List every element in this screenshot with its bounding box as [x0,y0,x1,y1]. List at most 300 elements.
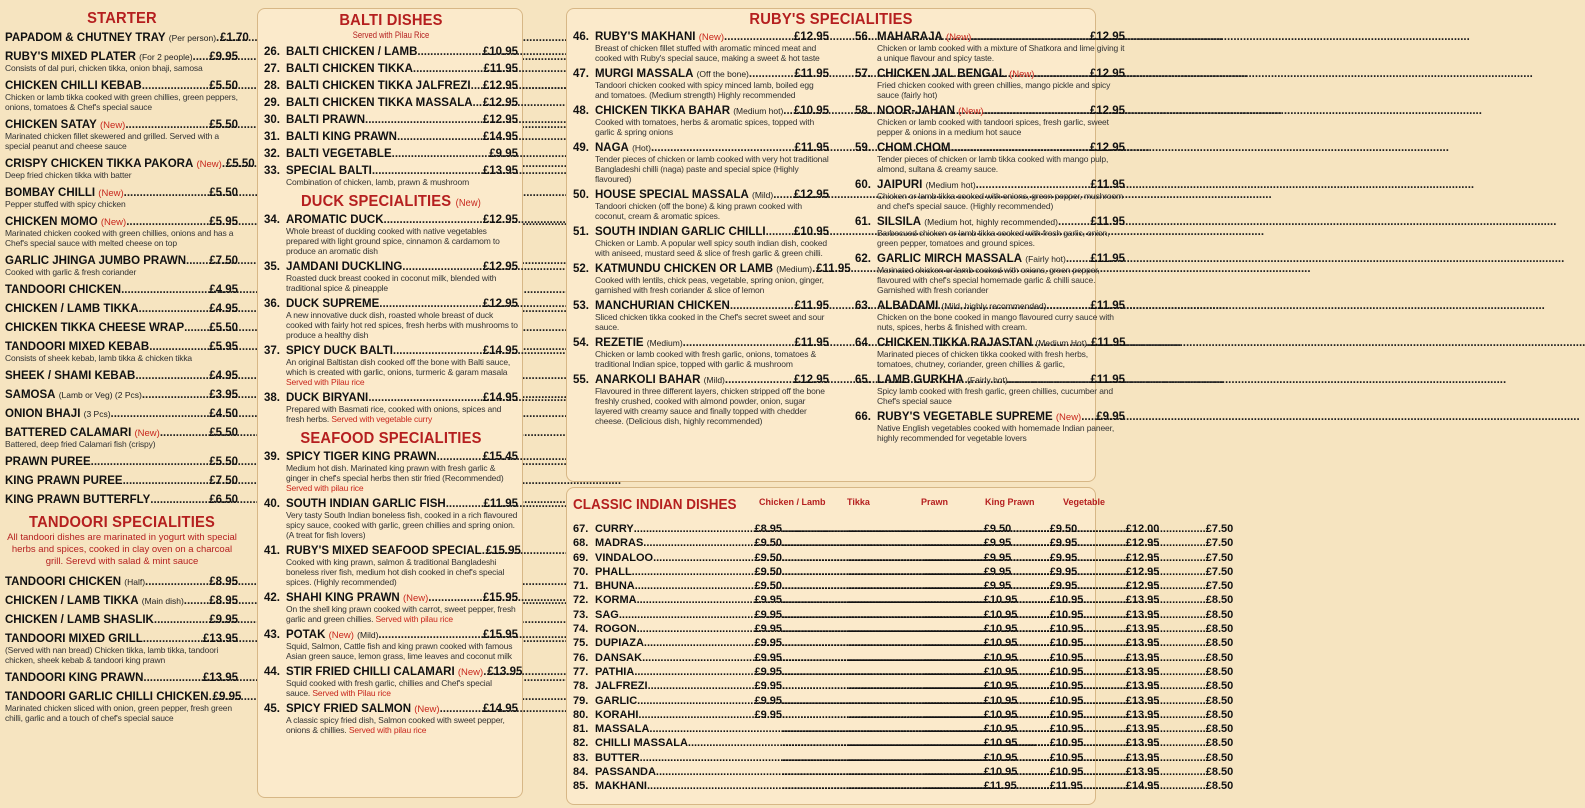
item-price: £15.95 [482,592,518,604]
dot-leader [688,737,782,749]
served-with: Served with vegetable curry [331,414,433,424]
item-name: ROGON [595,623,637,636]
classic-col-king-prawn: King Prawn [985,497,1035,507]
price-vegetable: £8.50 [1205,694,1234,707]
item-note: (Main dish) [141,596,184,606]
dot-leader [634,523,755,535]
price-king-prawn: £12.00 [1125,523,1160,535]
menu-item-line [264,46,518,58]
item-price: £11.95 [816,263,851,275]
dot-leader [637,695,754,707]
item-note: (Mild) [703,375,725,385]
dot-leader [766,226,794,238]
item-number: 35. [264,261,280,273]
item-number: 34. [264,214,280,226]
item-name: PATHIA [595,665,635,678]
price-chicken-lamb: £9.50 [754,551,782,564]
price-tikka: £10.95 [983,665,1018,678]
price-prawn: £9.50 [1049,523,1078,535]
price-chicken-lamb: £9.95 [754,680,782,693]
item-note: (For 2 people) [139,52,193,62]
item-number: 36. [264,298,280,310]
dot-leader [619,609,755,621]
item-description [264,557,518,587]
item-price: £9.95 [209,614,238,626]
price-cell [782,723,1018,736]
item-description-text: Chicken or lamb cooked with fresh garlic, onions, tomatoes & traditional Indian spice, topped with garlic & mushroom [595,349,817,369]
item-number: 82. [573,737,589,750]
item-description [264,678,518,698]
item-price: £10.95 [793,105,829,117]
dot-leader [142,80,209,92]
item-description [5,703,238,723]
price-chicken-lamb: £9.50 [754,565,782,578]
item-name: CRISPY CHICKEN TIKKA PAKORA [5,158,194,170]
new-badge: (New) [946,32,972,43]
price-king-prawn: £13.95 [1125,651,1160,664]
dot-leader [186,255,209,267]
dot-leader [365,114,483,126]
item-price: £15.45 [482,451,518,463]
price-king-prawn: £13.95 [1125,708,1160,721]
item-name: BHUNA [595,580,635,593]
item-note: (Medium hot) [733,106,784,116]
price-vegetable: £7.50 [1205,537,1234,550]
tandoori-intro: All tandoori dishes are marinated in yogurt with special herbs and spices, cooked in clay oven on a charcoal grill. Serevd with salad & mint sauce [7,532,237,567]
item-number: 28. [264,80,280,92]
item-description [5,170,238,180]
classic-row [573,766,1234,780]
menu-item [264,545,521,587]
item-price: £13.95 [202,633,238,645]
ruby-specialities-panel [566,8,1126,482]
item-description [855,349,1125,369]
price-vegetable: £7.50 [1205,565,1234,578]
item-number: 65. [855,374,871,386]
new-badge: (New) [196,159,222,170]
item-price: £12.95 [1089,31,1125,43]
dot-leader [379,298,483,310]
dot-leader [1058,216,1090,228]
item-price: £13.95 [202,672,238,684]
item-price: £14.95 [482,703,518,715]
menu-item [5,255,238,277]
item-note: (Medium) [646,338,683,348]
item-number: 69. [573,551,589,564]
item-description-text: Battered, deep fried Calamari fish (crispy) [5,439,156,449]
item-price: £11.95 [1090,216,1125,228]
item-description-text: Medium hot dish. Marinated king prawn with fresh garlic & ginger in chef's special herbs then stir fried (Recommended) [286,463,504,483]
item-description-text: Cooked with lentils, chick peas, vegetable, spring onion, ginger, garnished with fresh coriander & slice of lemon [595,275,824,295]
price-chicken-lamb: £9.95 [754,608,782,621]
item-description-text: Marinated pieces of chicken tikka cooked with fresh herbs, tomatoes, chutney, coriander, green chillies & garlic, [877,349,1088,369]
classic-dishes-panel [566,487,1234,805]
dot-leader [1004,695,1206,707]
menu-item-line [264,165,518,177]
item-name: TANDOORI MIXED GRILL [5,633,143,645]
price-chicken-lamb: £9.95 [754,637,782,650]
item-price: £15.95 [482,629,518,641]
dot-leader [1004,752,1206,764]
classic-row [573,737,1234,751]
menu-item-line [573,142,829,154]
item-description-text: (Served with nan bread) Chicken tikka, lamb tikka, tandoori chicken, sheek kebab & tandoori king prawn [5,645,219,665]
served-with: Served with pilau rice [286,483,364,493]
price-chicken-lamb: £9.50 [754,537,782,550]
item-number: 38. [264,392,280,404]
item-name: DUCK BIRYANI [286,392,369,404]
item-name: KING PRAWN PUREE [5,475,123,487]
classic-title: CLASSIC INDIAN DISHES [573,495,737,513]
item-name: TANDOORI GARLIC CHILLI CHICKEN [5,691,209,703]
price-cell [782,766,1018,779]
price-tikka: £9.95 [983,580,1012,593]
menu-item [573,31,829,63]
price-tikka: £10.95 [983,594,1018,607]
price-cell [782,623,1018,636]
menu-item [5,427,238,449]
item-description [5,353,238,363]
dot-leader [971,31,1089,43]
price-tikka: £10.95 [983,694,1018,707]
item-price: £12.95 [1089,105,1125,117]
item-price: £15.95 [485,545,521,557]
dot-leader [473,97,483,109]
classic-col-chicken-lamb: Chicken / Lamb [759,497,826,507]
menu-item [264,97,518,109]
price-cell [782,708,1018,721]
price-vegetable: £8.50 [1205,637,1234,650]
item-number: 62. [855,253,871,265]
item-number: 54. [573,337,589,349]
menu-item [573,142,829,184]
item-name: DUCK SUPREME [286,298,380,310]
price-vegetable: £8.50 [1205,608,1234,621]
price-vegetable: £8.50 [1205,665,1234,678]
item-description [264,404,518,424]
menu-item-line [573,189,829,201]
new-badge: (New) [134,428,160,439]
item-description [5,439,238,449]
item-name: MURGI MASSALA [595,68,694,80]
item-description [5,92,238,112]
menu-item [573,189,829,221]
item-number: 64. [855,337,871,349]
item-name: ANARKOLI BAHAR [595,374,701,386]
menu-item [573,105,829,137]
duck-list [264,211,518,424]
menu-item-line [573,105,829,117]
item-description [264,463,518,493]
item-number: 61. [855,216,871,228]
item-number: 31. [264,131,280,143]
price-prawn: £10.95 [1049,637,1084,650]
dot-leader [783,105,794,117]
item-note: (3 Pcs) [83,409,111,419]
menu-item [264,165,518,187]
price-cell [848,651,1084,664]
item-description [855,386,1125,406]
item-note: (Medium hot) [925,180,976,190]
price-tikka: £10.95 [983,623,1018,636]
dot-leader [1034,68,1089,80]
item-name: RUBY'S VEGETABLE SUPREME [877,411,1053,423]
item-price: £5.50 [209,322,238,334]
price-tikka: £10.95 [983,751,1018,764]
item-description [5,131,238,151]
item-description [855,80,1125,100]
item-note: (Medium) [776,264,813,274]
price-cell [782,651,1018,664]
menu-item-line [5,475,238,487]
item-name: CHICKEN CHILLI KEBAB [5,80,142,92]
dot-leader [643,537,754,549]
menu-item [855,216,1125,248]
item-name: BUTTER [595,751,640,764]
dot-leader [632,566,755,578]
price-vegetable: £7.50 [1205,551,1234,564]
menu-item [5,456,238,468]
menu-item [5,303,238,315]
menu-item [5,187,238,209]
item-description-text: Marinated chicken cooked with green chillies, onions and has a Chef's special sauce with melted cheese on top [5,228,234,248]
item-description-text: Squid cooked with fresh garlic, chillies and Chef's special sauce. [286,678,492,698]
starter-title: STARTER [87,10,157,27]
menu-item-line [264,703,518,715]
menu-item-line [573,226,829,238]
item-number: 56. [855,31,871,43]
price-king-prawn: £13.95 [1125,637,1160,650]
dot-leader [1066,253,1091,265]
dot-leader [160,427,209,439]
menu-item [855,142,1125,174]
duck-title-new: (New) [455,198,482,209]
item-name: SAG [595,608,619,621]
item-name: GARLIC JHINGA JUMBO PRAWN [5,255,187,267]
price-cell [848,680,1084,693]
price-prawn: £11.95 [1049,780,1083,793]
dot-leader [1004,537,1206,549]
price-prawn: £9.95 [1049,551,1078,564]
item-number: 76. [573,651,589,664]
item-description-text: Tandoori chicken cooked with spicy minced lamb, boiled egg and tomatoes. (Medium strength) Highly recommended [595,80,814,100]
menu-item-line [855,142,1125,154]
menu-item-line [264,498,518,510]
dot-leader [651,142,794,154]
item-price: £12.95 [793,374,829,386]
dot-leader [123,475,210,487]
item-description-text: Chicken or lamb cooked with a mixture of Shatkora and lime giving it a unique flavour and spicy taste. [877,43,1125,63]
item-price: £11.95 [1090,300,1125,312]
dot-leader [402,261,483,273]
item-price: £7.50 [209,255,238,267]
menu-item-line [264,451,518,463]
menu-item-line [264,63,518,75]
menu-item-line [5,341,238,353]
classic-header [567,488,1106,516]
price-cell [782,665,1018,678]
item-number: 45. [264,703,280,715]
item-price: £12.95 [1089,68,1125,80]
dot-leader [184,322,209,334]
menu-item-line [855,31,1125,43]
duck-title [274,193,508,211]
menu-item [855,253,1125,295]
menu-item-line [264,114,518,126]
price-tikka: £9.95 [983,565,1012,578]
price-vegetable: £7.50 [1205,523,1234,535]
classic-row [573,708,1234,723]
item-name: JAMDANI DUCKLING [286,261,403,273]
item-description [264,604,518,624]
item-price: £11.95 [1090,179,1125,191]
dot-leader [1004,709,1206,721]
item-name: CHICKEN / LAMB TIKKA [5,303,139,315]
menu-item-line [5,427,238,439]
price-tikka: £10.95 [983,708,1018,721]
new-badge: (New) [698,32,725,43]
item-note: (Half) [124,577,146,587]
item-price: £9.95 [209,51,238,63]
price-cell [848,766,1084,779]
classic-col-vegetable: Vegetable [1063,497,1106,507]
menu-item-line [5,633,238,645]
item-number: 42. [264,592,280,604]
item-price: £5.50 [209,427,238,439]
item-number: 43. [264,629,280,641]
item-number: 48. [573,105,589,117]
item-description [855,423,1125,443]
item-description [855,191,1125,211]
item-price: £5.95 [209,341,238,353]
price-chicken-lamb: £9.95 [754,708,782,721]
menu-item [5,408,238,420]
menu-item [5,370,238,382]
classic-row [573,608,1234,623]
item-name: KORAHI [595,708,639,721]
price-cell [848,523,1078,535]
price-cell [782,780,1017,793]
price-cell [782,680,1018,693]
price-cell [848,623,1084,636]
item-number: 58. [855,105,871,117]
item-name: VINDALOO [595,551,654,564]
price-vegetable: £8.50 [1205,751,1234,764]
price-chicken-lamb: £9.95 [754,665,782,678]
item-number: 77. [573,665,589,678]
item-description-text: Native English vegetables cooked with homemade Indian paneer, highly recommended for vegetable lovers [877,423,1115,443]
item-description [264,357,518,387]
item-price: £12.95 [1089,142,1125,154]
menu-item-line [573,337,829,349]
menu-item [264,703,518,735]
menu-item [264,114,518,126]
item-price: £3.95 [209,389,238,401]
dot-leader [1004,766,1206,778]
classic-row [573,651,1234,666]
price-chicken-lamb: £9.50 [754,580,782,593]
item-description-text: Pepper stuffed with spicy chicken [5,199,126,209]
item-number: 29. [264,97,280,109]
menu-item-line [5,32,249,44]
dot-leader [773,189,794,201]
item-price: £11.95 [1090,253,1125,265]
item-price: £12.95 [482,80,518,92]
dot-leader [413,63,484,75]
price-tikka: £10.95 [983,608,1018,621]
item-description [5,199,238,209]
item-description [573,43,829,63]
price-chicken-lamb: £8.95 [754,523,782,535]
menu-item-line [855,253,1125,265]
menu-item [5,284,238,296]
item-name: CHICKEN / LAMB SHASLIK [5,614,154,626]
item-price: £5.50 [209,119,238,131]
menu-item-line [573,68,829,80]
menu-item-line [264,131,518,143]
price-cell [782,537,1012,550]
item-name: BATTERED CALAMARI [5,427,132,439]
item-number: 46. [573,31,589,43]
price-prawn: £10.95 [1049,751,1084,764]
item-description [573,386,829,426]
menu-item-line [5,595,238,607]
dot-leader [142,389,209,401]
dot-leader [437,451,483,463]
dot-leader [143,672,202,684]
classic-col-prawn: Prawn [921,497,949,507]
dot-leader [635,580,755,592]
menu-item [855,31,1125,63]
price-cell [848,608,1084,621]
price-cell [848,537,1078,550]
new-badge: (New) [457,667,484,678]
price-tikka: £10.95 [983,766,1018,779]
dot-leader [1046,300,1090,312]
price-tikka: £10.95 [983,680,1018,693]
item-number: 47. [573,68,589,80]
item-name: CHICKEN MOMO [5,216,98,228]
classic-row [573,780,1234,794]
item-description-text: Marinated chicken fillet skewered and grilled. Served with a special peanut and cheese sauce [5,131,220,151]
price-chicken-lamb: £9.95 [754,594,782,607]
item-description-text: Breast of chicken fillet stuffed with aromatic minced meat and cooked with Ruby's special sauce, making a sweet & hot taste [595,43,820,63]
dot-leader [368,392,483,404]
menu-item [264,498,518,540]
menu-item-line [5,158,255,170]
item-name: CHICKEN / LAMB TIKKA [5,595,139,607]
menu-item [855,411,1125,443]
price-prawn: £10.95 [1049,608,1084,621]
dot-leader [139,303,210,315]
item-name: PASSANDA [595,766,656,779]
menu-item-line [264,80,518,92]
item-description-text: Marinated chicken or lamb cooked with onions, green pepper, flavoured with chef's special homemade garlic & chilli sauce. Garnished with fresh coriander [877,265,1100,295]
item-number: 40. [264,498,280,510]
item-description [855,43,1125,63]
item-description [5,645,238,665]
menu-item-line [264,592,518,604]
price-vegetable: £8.50 [1205,737,1234,750]
classic-row [573,580,1234,594]
item-number: 71. [573,580,589,593]
menu-item-line [855,105,1125,117]
item-price: £12.95 [482,97,518,109]
item-name: TANDOORI CHICKEN [5,576,122,588]
seafood-title: SEAFOOD SPECIALITIES [300,430,482,447]
item-name: BALTI CHICKEN / LAMB [286,46,418,58]
item-description-text: Cooked with tomatoes, herbs & aromatic spices, topped with garlic & spring onions [595,117,815,137]
